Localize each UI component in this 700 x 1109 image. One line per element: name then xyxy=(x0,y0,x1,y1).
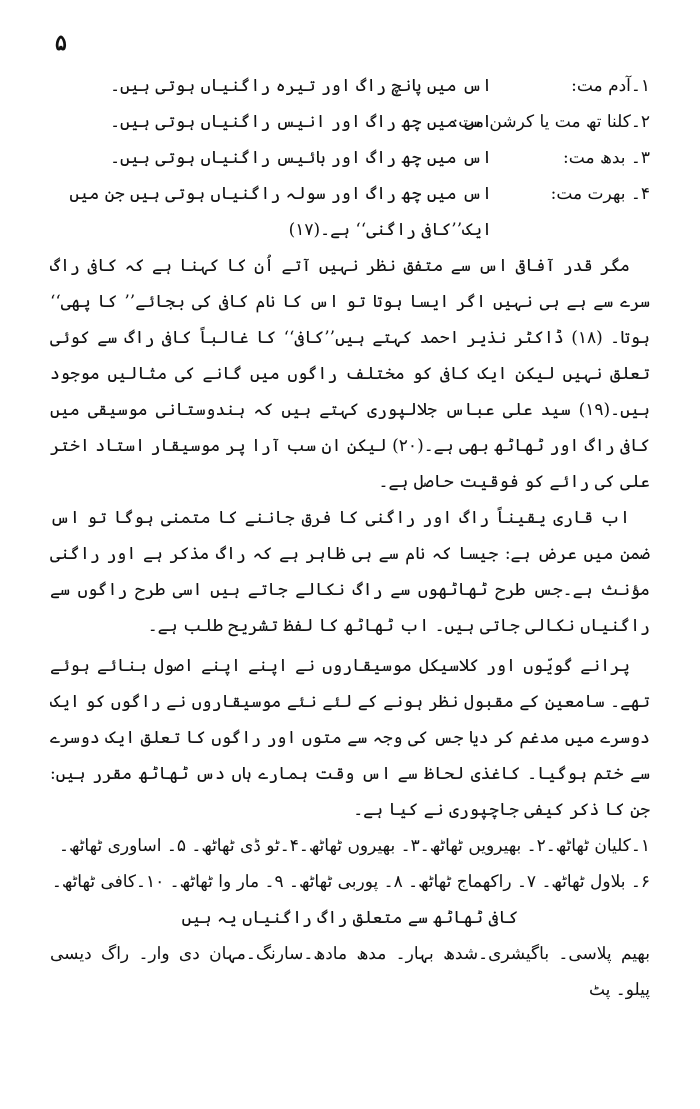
page-number: ۵ xyxy=(55,30,67,56)
list-item-label: ۳۔ بدھ مت: xyxy=(563,148,650,168)
list-item-label: ۱۔آدم مت: xyxy=(571,76,650,96)
page-content xyxy=(50,68,650,1008)
list-item-text: اس میں چھ راگ اور سولہ راگنیاں ہوتی ہیں جن میں ایک’’کافی راگنی‘‘ ہے۔(۱۷) xyxy=(69,184,492,240)
paragraph-opinions: مگر قدر آفاقی اس سے متفق نظر نہیں آتے اُن کا کہنا ہے کہ کافی راگ سرے سے ہے ہی نہیں اگر ایسا ہوتا تو اس کا نام کافی کی بجائے’’ کا پھی‘‘ ہوتا۔ (۱۸) ڈاکٹر نذیر احمد کہتے ہیں’’کافی‘‘ کا غالباً کافی راگ سے کوئی تعلق نہیں لیکن ایک کافی کو مختلف راگوں میں گانے کی مثالیں موجود ہیں۔(۱۹) سید علی عباس جلالپوری کہتے ہیں کہ ہندوستانی موسیقی میں کافی راگ اور ٹھاٹھ بھی ہے۔(۲۰) لیکن ان سب آرا پر موسیقار استاد اختر علی کی رائے کو فوقیت حاصل ہے۔ xyxy=(50,256,650,492)
list-item-text: اس میں پانچ راگ اور تیرہ راگنیاں ہوتی ہیں۔ xyxy=(110,76,492,96)
kafi-raga-list: بھیم پلاسی۔ باگیشری۔شدھ بہار۔ مدھ مادھ۔سارنگ۔مہان دی وار۔ راگ دیسی پیلو۔ پٹ xyxy=(50,944,650,1000)
list-item-text: اس میں چھ راگ اور بائیس راگنیاں ہوتی ہیں۔ xyxy=(110,148,492,168)
list-item xyxy=(50,104,650,140)
list-item xyxy=(50,140,650,176)
list-item xyxy=(50,68,650,104)
list-item-label: ۲۔کلنا تھ مت یا کرشن مت: xyxy=(452,112,650,132)
list-item xyxy=(50,176,650,248)
thaat-list-line-2: ۶۔ بلاول ٹھاٹھ۔ ۷۔ راکھماج ٹھاٹھ۔ ۸۔ پوربی ٹھاٹھ۔ ۹۔ مار وا ٹھاٹھ۔ ۱۰۔کافی ٹھاٹھ۔ xyxy=(51,872,650,892)
thaat-list-line-1: ۱۔کلیان ٹھاٹھ۔۲۔ بھیرویں ٹھاٹھ۔۳۔ بھیروں ٹھاٹھ۔۴۔ٹو ڈی ٹھاٹھ۔ ۵۔ اساوری ٹھاٹھ۔ xyxy=(59,836,650,856)
paragraph-thaat: پرانے گویّوں اور کلاسیکل موسیقاروں نے اپنے اپنے اصول بنائے ہوئے تھے۔ سامعین کے مقبول نظر ہونے کے لئے نئے موسیقاروں نے راگوں کو ایک دوسرے میں مدغم کر دیا جس کی وجہ سے متوں اور راگوں کا تعلق ایک دوسرے سے ختم ہوگیا۔ کاغذی لحاظ سے اس وقت ہمارے ہاں دس ٹھاٹھ مقرر ہیں: جن کا ذکر کیفی جاچپوری نے کیا ہے۔ xyxy=(50,656,650,820)
kafi-heading: کافی ٹھاٹھ سے متعلق راگ راگنیاں یہ ہیں xyxy=(181,908,519,928)
mat-list xyxy=(50,68,650,248)
list-item-label: ۴۔ بھرت مت: xyxy=(550,184,650,204)
list-item-text: اس میں چھ راگ اور انیس راگنیاں ہوتی ہیں۔ xyxy=(110,112,492,132)
paragraph-raag-raagni: اب قاری یقیناً راگ اور راگنی کا فرق جاننے کا متمنی ہوگا تو اس ضمن میں عرض ہے: جیسا کہ نام سے ہی ظاہر ہے کہ راگ مذکر ہے اور راگنی مؤنث ہے۔جس طرح ٹھاٹھوں سے راگ نکالے جاتے ہیں اسی طرح راگوں سے راگنیاں نکالی جاتی ہیں۔ اب ٹھاٹھ کا لفظ تشریح طلب ہے۔ xyxy=(50,508,650,636)
